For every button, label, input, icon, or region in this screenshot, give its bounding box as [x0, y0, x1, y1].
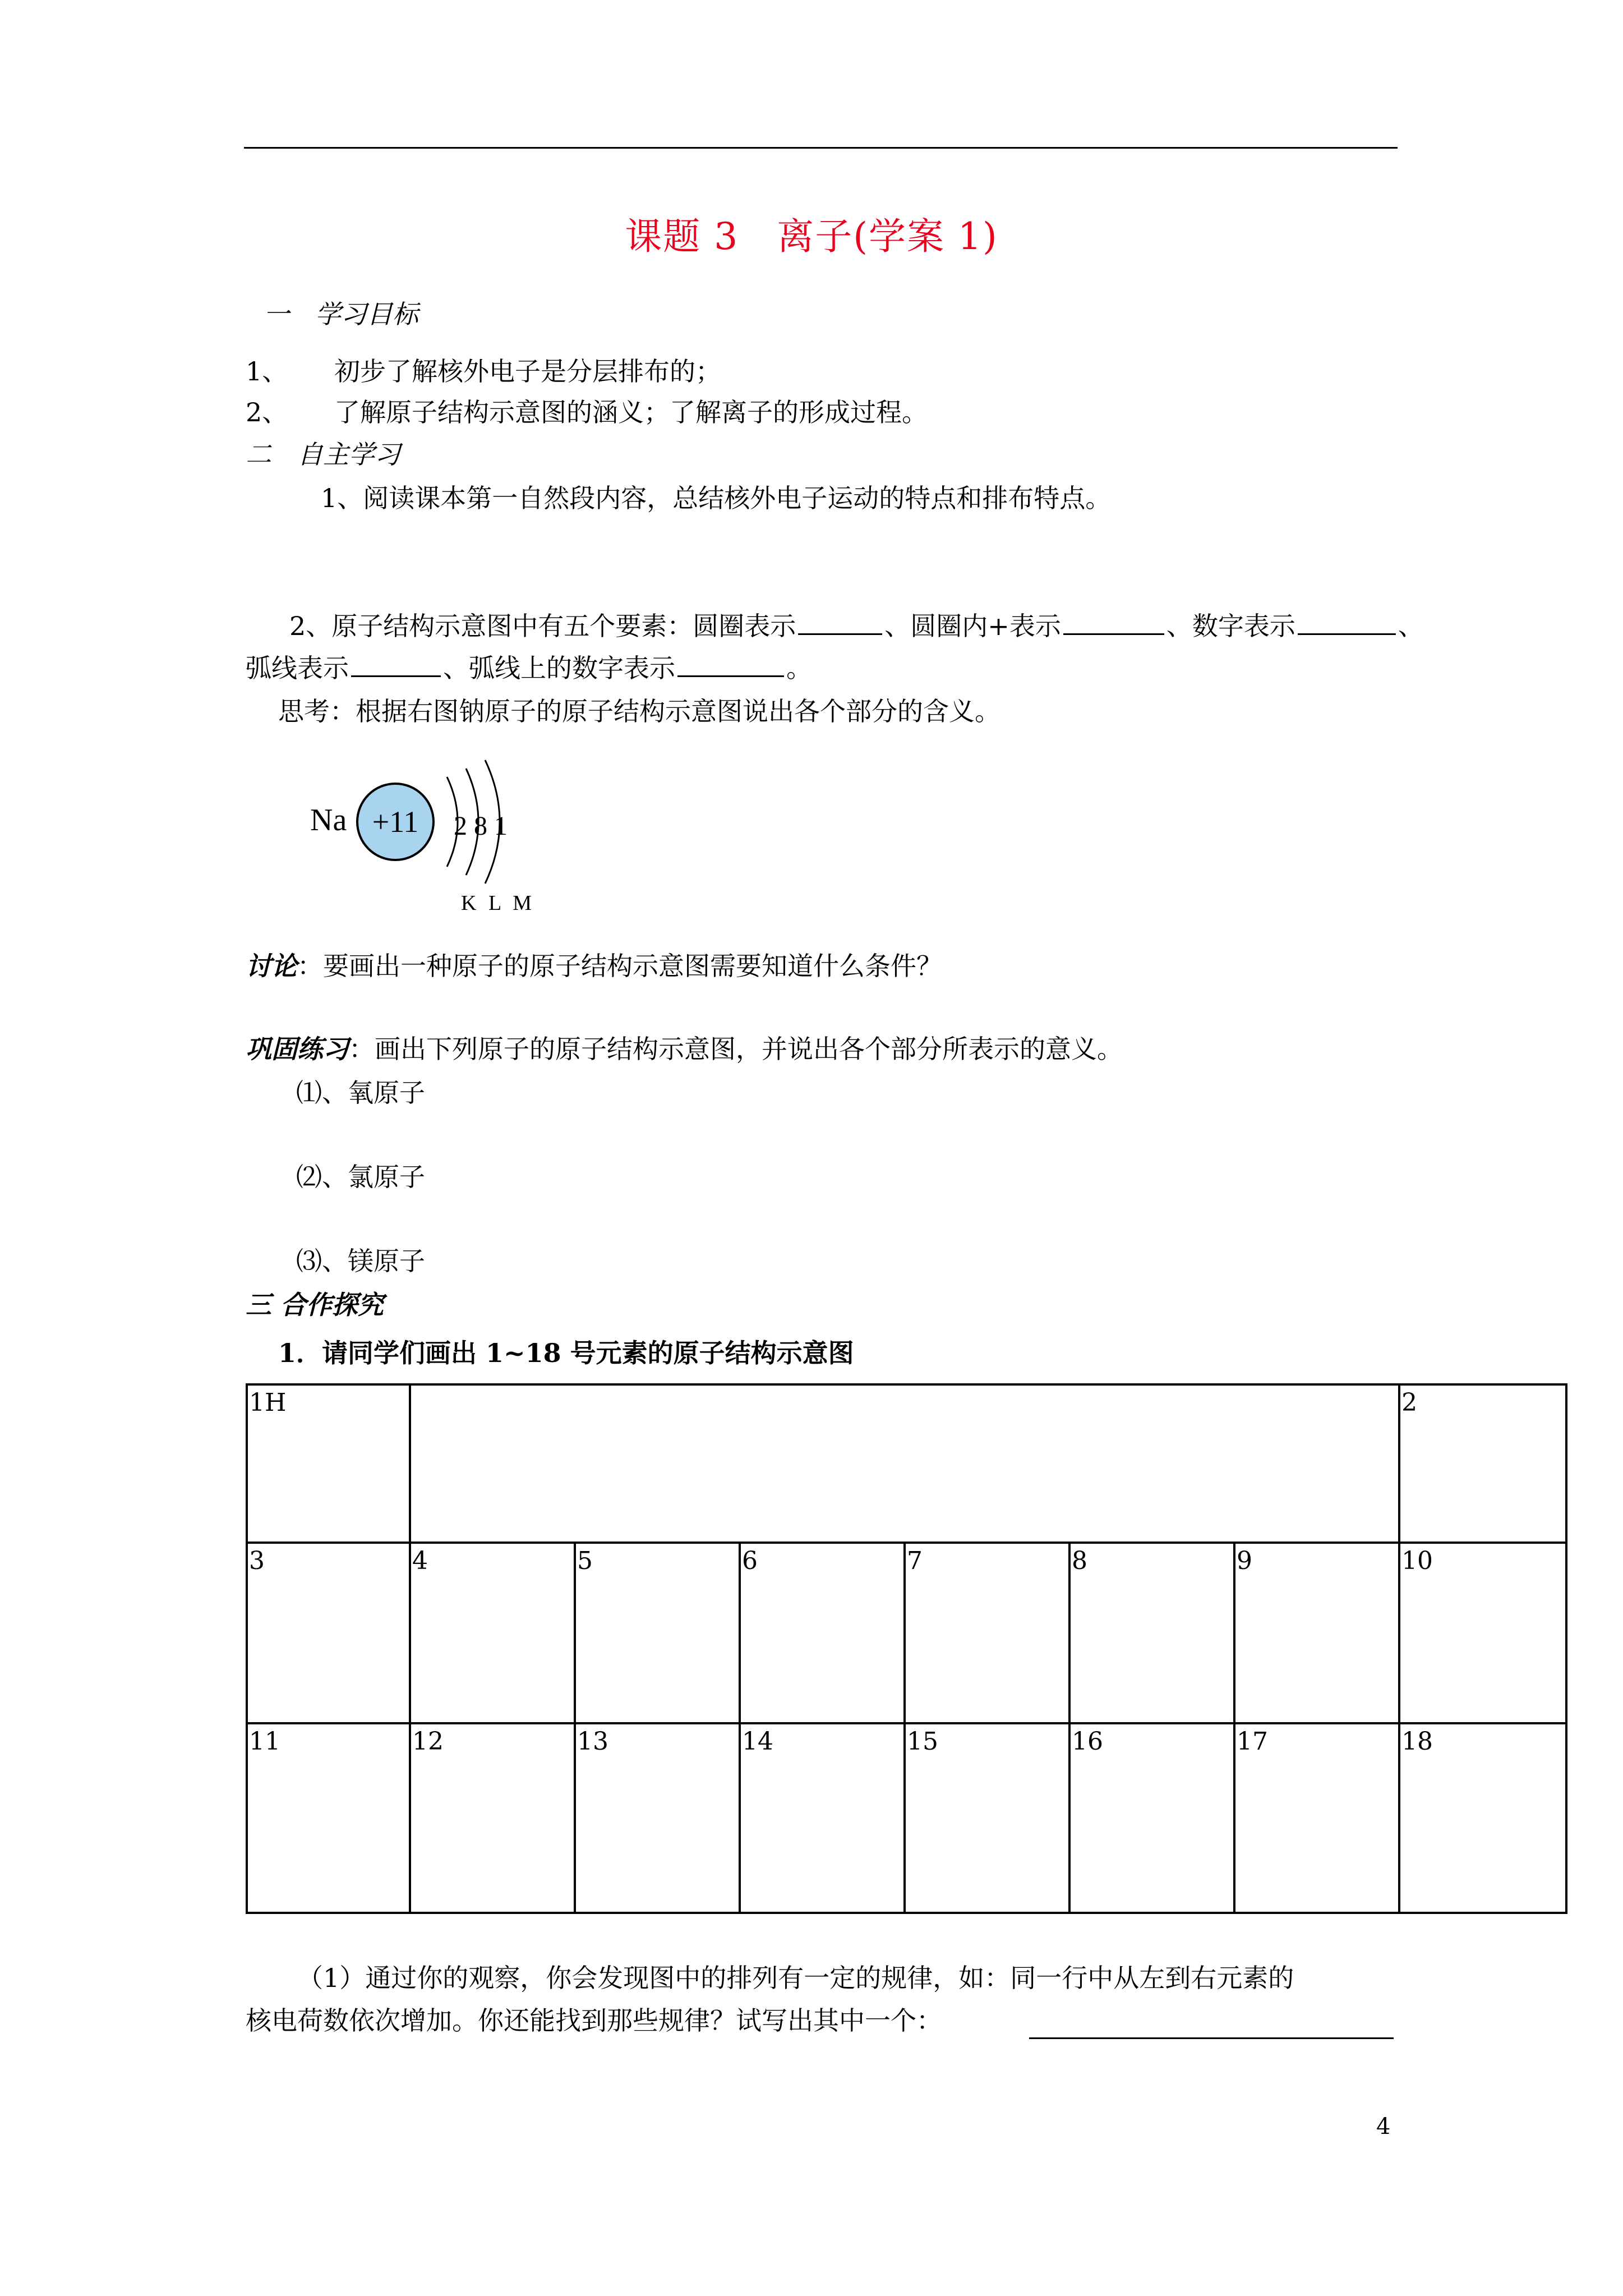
answer-blank-arc[interactable] — [351, 650, 441, 677]
grid-cell-1[interactable]: 1H — [247, 1384, 410, 1543]
page-number: 4 — [1376, 2114, 1391, 2139]
practice-item-chlorine: ⑵、氯原子 — [296, 1162, 425, 1192]
grid-cell-3[interactable]: 3 — [247, 1543, 410, 1723]
grid-cell-7[interactable]: 7 — [905, 1543, 1069, 1723]
section-3-heading: 三 合作探究 — [246, 1290, 384, 1320]
answer-blank-arc-number[interactable] — [677, 650, 784, 677]
grid-cell-6[interactable]: 6 — [740, 1543, 905, 1723]
goal-1-number: 1、 — [246, 356, 288, 386]
discussion-label: 讨论 — [246, 951, 297, 981]
sodium-atom-diagram — [300, 752, 547, 920]
think-prompt: 思考：根据右图钠原子的原子结构示意图说出各个部分的含义。 — [278, 696, 1000, 726]
grid-cell-14[interactable]: 14 — [740, 1723, 905, 1913]
grid-cell-15[interactable]: 15 — [905, 1723, 1069, 1913]
q2-part-7: 。 — [786, 653, 812, 683]
practice-label: 巩固练习 — [246, 1034, 349, 1064]
shell-labels: K L M — [461, 891, 536, 915]
shell-l-electrons: 8 — [474, 811, 487, 841]
goal-2-number: 2、 — [246, 397, 288, 427]
q2-part-1: 2、原子结构示意图中有五个要素：圆圈表示 — [289, 611, 796, 641]
practice-item-magnesium: ⑶、镁原子 — [296, 1246, 425, 1276]
observation-line-1: （1）通过你的观察，你会发现图中的排列有一定的规律，如：同一行中从左到右元素的 — [297, 1963, 1294, 1993]
grid-cell-11[interactable]: 11 — [247, 1723, 410, 1913]
q2-part-2: 、圆圈内+表示 — [884, 611, 1061, 641]
grid-row-2 — [247, 1543, 1566, 1723]
question-2-line-2 — [246, 650, 812, 685]
grid-row-3 — [247, 1723, 1566, 1913]
observation-line-2: 核电荷数依次增加。你还能找到那些规律？试写出其中一个： — [246, 2005, 942, 2036]
discussion-question — [246, 949, 942, 983]
shell-k-electrons: 2 — [454, 811, 467, 841]
observation-answer-line[interactable] — [1029, 2037, 1394, 2039]
grid-cell-8[interactable]: 8 — [1069, 1543, 1234, 1723]
grid-cell-18[interactable]: 18 — [1399, 1723, 1566, 1913]
goal-1-text: 初步了解核外电子是分层排布的； — [334, 356, 721, 386]
grid-cell-12[interactable]: 12 — [410, 1723, 575, 1913]
answer-blank-number[interactable] — [1298, 608, 1396, 635]
grid-cell-10[interactable]: 10 — [1399, 1543, 1566, 1723]
shell-m-electrons: 1 — [494, 811, 508, 841]
periodic-grid — [246, 1383, 1567, 1914]
practice-question — [246, 1032, 1123, 1066]
grid-cell-2[interactable]: 2 — [1399, 1384, 1566, 1543]
practice-text: ：画出下列原子的原子结构示意图，并说出各个部分所表示的意义。 — [349, 1034, 1123, 1064]
header-rule — [244, 147, 1398, 149]
q2-part-4: 、 — [1398, 611, 1424, 641]
answer-blank-circle[interactable] — [798, 608, 882, 635]
grid-cell-16[interactable]: 16 — [1069, 1723, 1234, 1913]
grid-cell-empty-span — [410, 1384, 1399, 1543]
element-symbol: Na — [310, 803, 347, 838]
section-1-heading: 一 学习目标 — [264, 299, 418, 329]
answer-blank-plus[interactable] — [1063, 608, 1164, 635]
question-2-line-1 — [289, 608, 1424, 643]
goal-2-text: 了解原子结构示意图的涵义；了解离子的形成过程。 — [334, 397, 928, 427]
grid-cell-9[interactable]: 9 — [1234, 1543, 1399, 1723]
page-title: 课题 3 离子(学案 1) — [625, 215, 998, 258]
grid-cell-5[interactable]: 5 — [575, 1543, 740, 1723]
grid-row-1 — [247, 1384, 1566, 1543]
q2-part-5: 弧线表示 — [246, 653, 349, 683]
question-1: 1、阅读课本第一自然段内容，总结核外电子运动的特点和排布特点。 — [321, 483, 1112, 513]
grid-cell-13[interactable]: 13 — [575, 1723, 740, 1913]
task-1: 1．请同学们画出 1~18 号元素的原子结构示意图 — [278, 1338, 854, 1368]
discussion-text: ：要画出一种原子的原子结构示意图需要知道什么条件？ — [297, 951, 942, 981]
nucleus-charge: +11 — [372, 805, 419, 839]
q2-part-6: 、弧线上的数字表示 — [443, 653, 675, 683]
grid-cell-17[interactable]: 17 — [1234, 1723, 1399, 1913]
section-2-heading: 二 自主学习 — [246, 439, 400, 470]
grid-cell-4[interactable]: 4 — [410, 1543, 575, 1723]
q2-part-3: 、数字表示 — [1166, 611, 1295, 641]
practice-item-oxygen: ⑴、氧原子 — [296, 1078, 425, 1108]
